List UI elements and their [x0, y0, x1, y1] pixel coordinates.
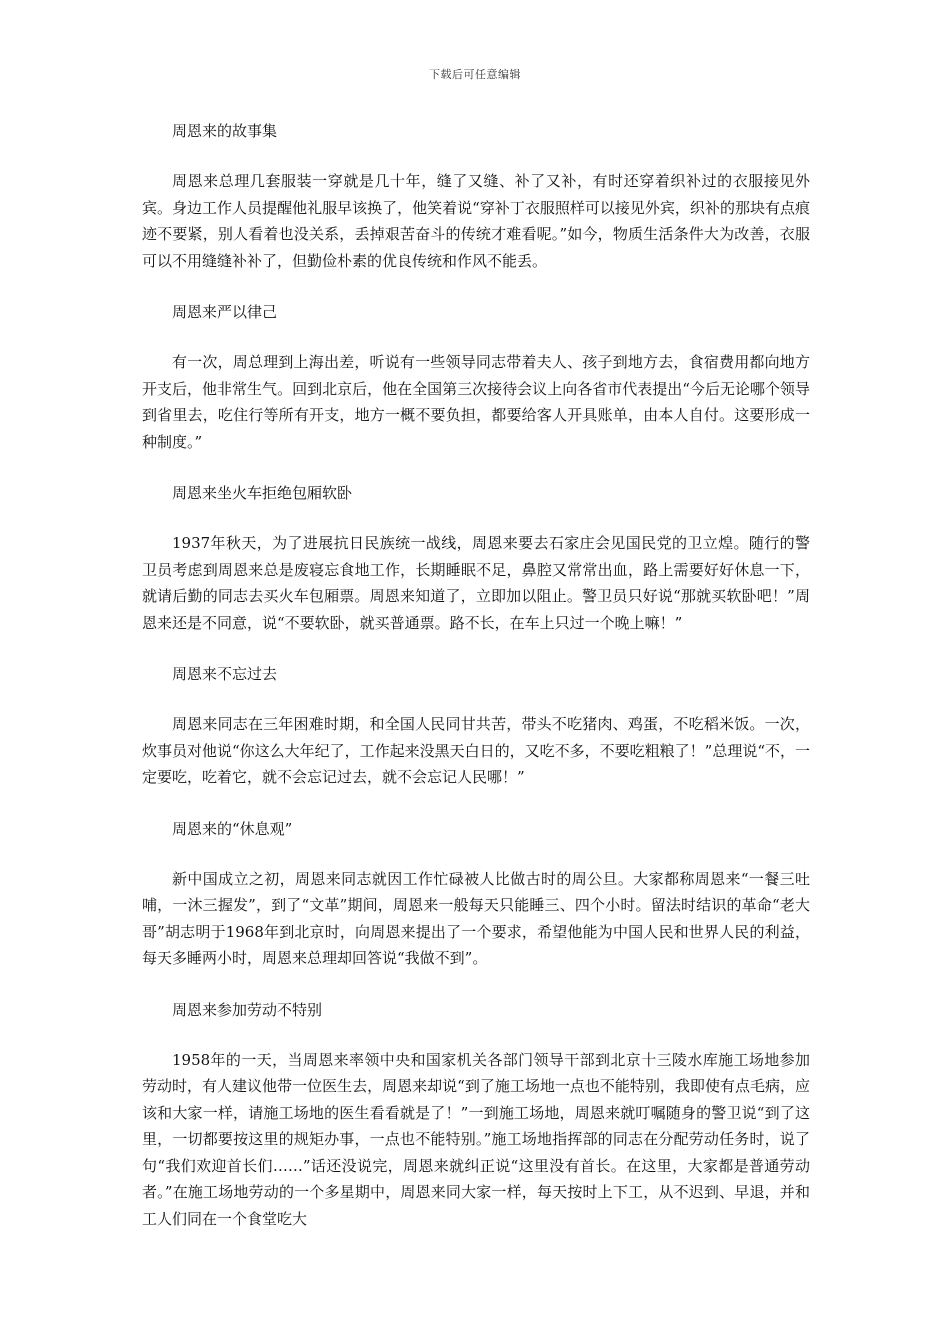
section-heading: 周恩来不忘过去	[172, 665, 278, 683]
section-heading: 周恩来的“休息观”	[172, 819, 293, 838]
section-paragraph: 1958年的一天，当周恩来率领中央和国家机关各部门领导干部到北京十三陵水库施工场地参加劳动时，有人建议他带一位医生去，周恩来却说“到了施工场地一点也不能特别，我即使有点毛病，应该和大家一样，请施工场地的医生看看就是了！”一到施工场地，周恩来就叮嘱随身的警卫说“到了这里，一切都要按这里的规矩办事，一点也不能特别。”施工场地指挥部的同志在分配劳动任务时，说了句“我们欢迎首长们……”话还没说完，周恩来就纠正说“这里没有首长。在这里，大家都是普通劳动者。”在施工场地劳动的一个多星期中，周恩来同大家一样，每天按时上下工，从不迟到、早退，并和工人们同在一个食堂吃大	[142, 1050, 810, 1228]
section-paragraph: 新中国成立之初，周恩来同志就因工作忙碌被人比做古时的周公旦。大家都称周恩来“一餐三吐哺，一沐三握发”，到了“文革”期间，周恩来一般每天只能睡三、四个小时。留法时结识的革命“老大哥”胡志明于1968年到北京时，向周恩来提出了一个要求，希望他能为中国人民和世界人民的利益，每天多睡两小时，周恩来总理却回答说“我做不到”。	[142, 869, 810, 967]
section-paragraph: 周恩来总理几套服装一穿就是几十年，缝了又缝、补了又补，有时还穿着织补过的衣服接见外宾。身边工作人员提醒他礼服早该换了，他笑着说“穿补丁衣服照样可以接见外宾，织补的那块有点痕迹不要紧，别人看着也没关系，丢掉艰苦奋斗的传统才难看呢。”如今，物质生活条件大为改善，衣服可以不用缝缝补补了，但勤俭朴素的优良传统和作风不能丢。	[142, 172, 810, 270]
section-heading: 周恩来参加劳动不特别	[172, 1000, 323, 1019]
section-heading: 周恩来坐火车拒绝包厢软卧	[172, 484, 353, 502]
header-note: 下载后可任意编辑	[429, 68, 521, 81]
section-paragraph: 周恩来同志在三年困难时期，和全国人民同甘共苦，带头不吃猪肉、鸡蛋，不吃稻米饭。一次，炊事员对他说“你这么大年纪了，工作起来没黑天白日的，又吃不多，不要吃粗粮了！”总理说“不，一定要吃，吃着它，就不会忘记过去，就不会忘记人民哪！”	[142, 715, 811, 786]
section-paragraph: 有一次，周总理到上海出差，听说有一些领导同志带着夫人、孩子到地方去，食宿费用都向地方开支后，他非常生气。回到北京后，他在全国第三次接待会议上向各省市代表提出“今后无论哪个领导到省里去，吃住行等所有开支，地方一概不要负担，都要给客人开具账单，由本人自付。这要形成一种制度。”	[142, 353, 810, 451]
document-title: 周恩来的故事集	[172, 122, 278, 140]
document-content	[142, 118, 810, 1232]
section-paragraph: 1937年秋天，为了进展抗日民族统一战线，周恩来要去石家庄会见国民党的卫立煌。随行的警卫员考虑到周恩来总是废寝忘食地工作，长期睡眠不足，鼻腔又常常出血，路上需要好好休息一下，就请后勤的同志去买火车包厢票。周恩来知道了，立即加以阻止。警卫员只好说“那就买软卧吧！”周恩来还是不同意，说“不要软卧，就买普通票。路不长，在车上只过一个晚上嘛！”	[142, 534, 810, 632]
section-heading: 周恩来严以律己	[172, 303, 278, 321]
